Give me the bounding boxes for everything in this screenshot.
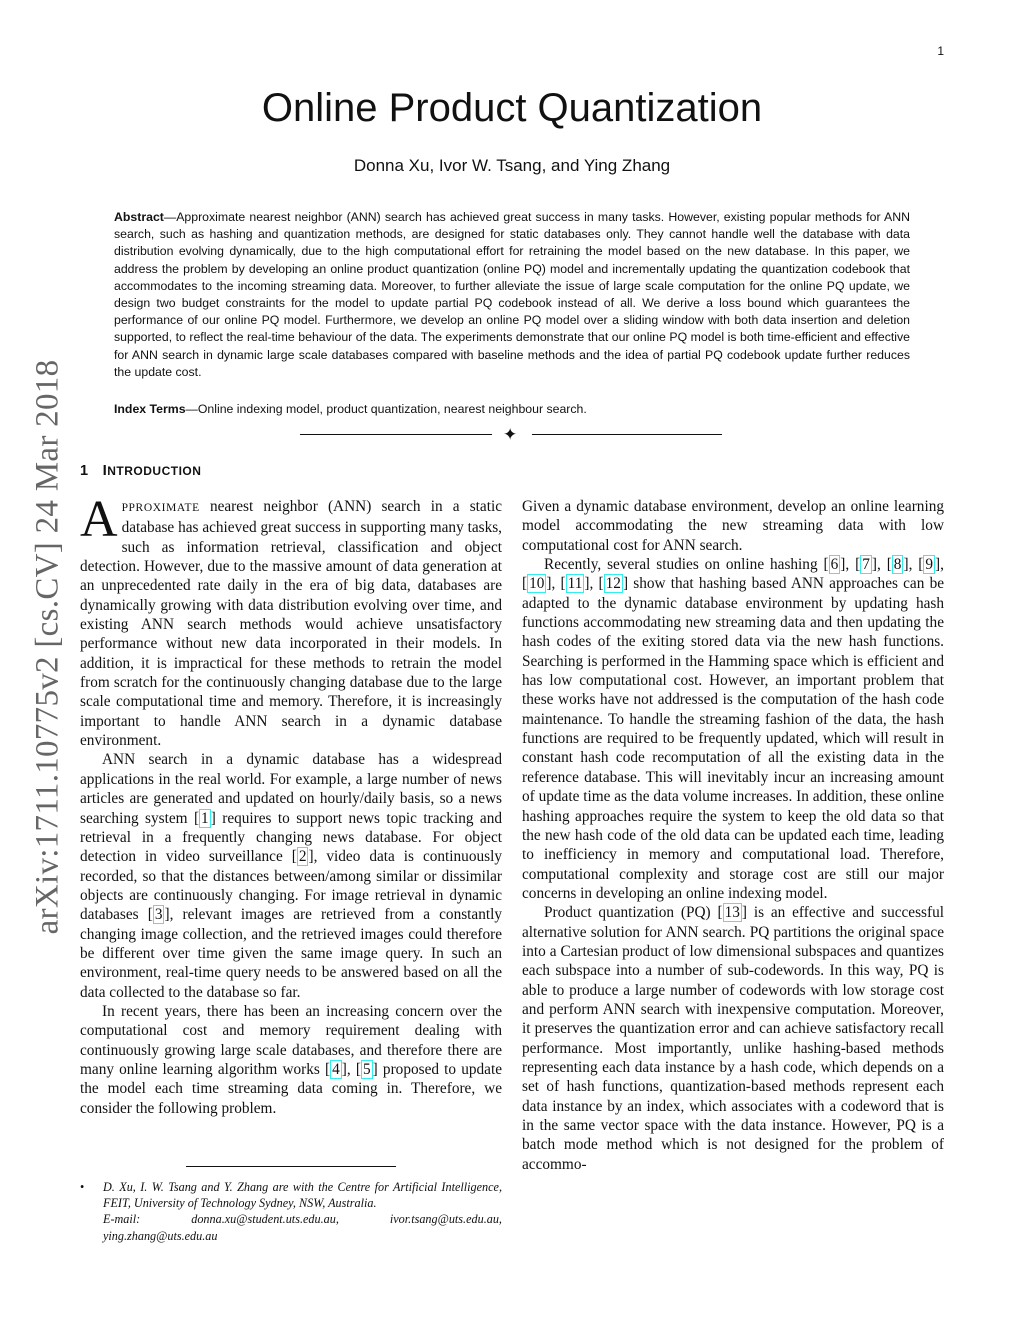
- separator: ,: [940, 556, 944, 574]
- paragraph-text: requires to support news topic tracking and retrieval in a frequently changing news database. For object detection in video surveillance: [80, 809, 502, 866]
- section-heading: [80, 462, 201, 479]
- paragraph: In recent years, there has been an increasing concern over the computational cost and memory requirement dealing with continuously growing large scale databases, and therefore there are many online learning algorithm works [ 4 ], [ 5 ] proposed to update the model each time streaming data coming in. Therefore, we consider the following problem.: [80, 1002, 503, 1117]
- section-title-rest: NTRODUCTION: [107, 464, 202, 478]
- footnote-email: ying.zhang@uts.edu.au: [103, 1228, 218, 1243]
- paragraph: ANN search in a dynamic database has a widespread applications in the real world. For example, a large number of news articles are generated and updated on hourly/daily basis, so a news searching system [ 1 ] requires to support news topic tracking and retrieval in a frequently changing news database. For object detection in video surveillance [ 2 ], video data is continuously recorded, so that the distances between/among similar or dissimilar objects are continuously changing. For image retrieval in dynamic databases [ 3 ], relevant images are retrieved from a constantly changing image collection, and the retrieved images could therefore be different over time given the same image query. In such an environment, real-time query needs to be answered based on all the data collected to the database so far.: [80, 751, 503, 1001]
- abstract: [114, 209, 910, 381]
- section-title-initial: I: [102, 462, 108, 479]
- separator: ,: [876, 556, 887, 574]
- citation-link[interactable]: 1: [201, 809, 209, 827]
- section-number: 1: [80, 463, 89, 479]
- paragraph-text: is an effective and successful alternative solution for ANN search. PQ partitions the original space into a Cartesian product of low dimensional subspaces and quantizes each subspace into a number of sub-codewords. In this way, PQ is able to produce a large number of codewords with low storage cost and perform ANN search with inexpensive computation. Moreover, it preserves the quantization error and can achieve satisfactory recall performance. Most importantly, unlike hashing-based methods representing each data instance by a hash code, which depends on a set of hash functions, quantization-based methods represent each data instance by an index, which associates with a codeword that is in the same vector space with the data instance. However, PQ is a batch mode method which is not designed for the problem of accommo-: [522, 904, 944, 1173]
- footnote-text: [103, 1179, 502, 1244]
- index-terms-label: Index Terms: [114, 402, 186, 416]
- citation-link[interactable]: 6: [830, 556, 839, 574]
- left-column: [80, 491, 503, 1118]
- paragraph-text: Product quantization (PQ): [544, 904, 718, 922]
- citation-link[interactable]: 4: [332, 1060, 340, 1078]
- paragraph: Recently, several studies on online hashing [ 6 ], [ 7 ], [ 8 ], [ 9 ], [ 10 ], [ 11 ], [ 12 ] show that hashing based ANN approaches can be adapted to the dynamic database environment by updating hash functions accommodating new streaming data and then updating the hash codes of the exiting stored data via the new hash functions. Searching is performed in the Hamming space which is efficient and has low computational cost. However, an important problem that these works have not addressed is the computation of the hash code maintenance. To handle the streaming fashion of the data, the hash functions are required to be frequently updated, which will result in constant hash code recomputation of all the existing data in the reference database. This will inevitably incur an increasing amount of update time as the data volume increases. In addition, these online hashing approaches require the system to keep the old data so that the new hash code of the old data can be updated each time, leading to inefficiency in memory and computational load. Therefore, computational complexity and storage cost are still our major concerns in developing an online indexing model.: [522, 556, 945, 902]
- paragraph-text: , relevant images are retrieved from a constantly changing image collection, and the retrieved images could therefore be different over time given the same image query. In such an environment, real-time query needs to be answered based on all the data collected to the database so far.: [80, 906, 503, 1001]
- footnote-email-row: [103, 1211, 502, 1227]
- citation-link[interactable]: 10: [529, 575, 545, 593]
- citation-link[interactable]: 8: [893, 556, 902, 574]
- citation-link[interactable]: 3: [154, 906, 163, 924]
- footnote: [80, 1179, 502, 1244]
- paragraph: Given a dynamic database environment, develop an online learning model accommodating the new streaming data with low computational cost for ANN search.: [522, 498, 944, 554]
- citation-link[interactable]: 5: [363, 1060, 371, 1078]
- footnote-bullet: •: [80, 1180, 85, 1194]
- drop-cap: A: [80, 491, 118, 548]
- citation-link[interactable]: 7: [862, 556, 870, 574]
- divider-line-right: [532, 434, 722, 435]
- paragraph-text: Recently, several studies on online hashing: [544, 556, 824, 574]
- section-divider: [300, 426, 724, 444]
- page-number: 1: [937, 44, 944, 58]
- paragraph-text: proposed to update the model each time streaming data coming in. Therefore, we consider the following problem.: [80, 1060, 503, 1117]
- footnote-affiliation: D. Xu, I. W. Tsang and Y. Zhang are with the Centre for Artificial Intelligence, FEIT, University of Technology Sydney, NSW, Australia.: [103, 1180, 502, 1211]
- paragraph-text: ANN search in a dynamic database has a widespread applications in the real world. For example, a large number of news articles are generated and updated on hourly/daily basis, so a news searching system: [80, 751, 502, 827]
- citation-link[interactable]: 13: [724, 904, 740, 922]
- citation-link[interactable]: 2: [298, 848, 307, 866]
- separator: ,: [845, 556, 856, 574]
- citation-link[interactable]: 12: [605, 575, 621, 593]
- separator: ,: [551, 575, 561, 593]
- paragraph-text: nearest neighbor (ANN) search in a static database has achieved great success in supporting many tasks, such as information retrieval, classification and object detection. However, due to the massive amount of data generation at an unprecedented rate daily in the era of big data, databases are dynamically growing with data distribution evolving over time, and existing ANN search methods would achieve unsatisfactory performance without new data incorporated in their models. In addition, it is impractical for these methods to retrain the model from scratch for the continuously changing database due to the large scale computational time and memory. Therefore, it is increasingly important to handle ANN search in a dynamic database environment.: [80, 498, 502, 750]
- footnote-rule: [186, 1166, 396, 1167]
- right-column: [522, 497, 944, 1174]
- paragraph: Product quantization (PQ) [ 13 ] is an effective and successful alternative solution for ANN search. PQ partitions the original space into a Cartesian product of low dimensional subspaces and quantizes each subspace into a number of sub-codewords. In this way, PQ is able to produce a large number of codewords with low storage cost and perform ANN search with inexpensive computation. Moreover, it preserves the quantization error and can achieve satisfactory recall performance. Most importantly, unlike hashing-based methods representing each data instance by a hash code, which depends on a set of hash functions, quantization-based methods represent each data instance by an index, which associates with a codeword that is in the same vector space with the data instance. However, PQ is a batch mode method which is not designed for the problem of accommo-: [522, 904, 944, 1173]
- index-terms-text: —Online indexing model, product quantization, nearest neighbour search.: [185, 402, 587, 416]
- paragraph-text: ,: [346, 1060, 356, 1078]
- paragraph-text: show that hashing based ANN approaches can be adapted to the dynamic database environment by updating hash functions accommodating new streaming data and then updating the hash codes of the exiting stored data via the new hash functions. Searching is performed in the Hamming space which is efficient and has low computational cost. However, an important problem that these works have not addressed is the computation of the hash code maintenance. To handle the streaming fashion of the data, the hash functions are required to be frequently updated, which will result in constant hash code recomputation of all the existing data in the reference database. This will inevitably incur an increasing amount of update time as the data volume increases. In addition, these online hashing approaches require the system to keep the old data so that the new hash code of the old data can be updated each time, leading to inefficiency in memory and computational load. Therefore, computational complexity and storage cost are still our major concerns in developing an online indexing model.: [522, 575, 945, 902]
- abstract-text: —Approximate nearest neighbor (ANN) search has achieved great success in many tasks. However, existing popular methods for ANN search, such as hashing and quantization methods, are designed for static databases only. They cannot handle well the database with data distribution evolving dynamically, due to the high computational effort for retraining the model based on the new database. In this paper, we address the problem by developing an online product quantization (online PQ) model and incrementally updating the quantization codebook that accommodates to the incoming streaming data. Moreover, to further alleviate the issue of large scale computation for the online PQ update, we design two budget constraints for the model to update partial PQ codebook instead of all. We derive a loss bound which guarantees the performance of our online PQ model. Furthermore, we develop an online PQ model over a sliding window with both data insertion and deletion supported, to reflect the real-time behaviour of the data. The experiments demonstrate that our online PQ model is both time-efficient and effective for ANN search in dynamic large scale databases compared with baseline methods and the idea of partial PQ codebook update further reduces the update cost.: [114, 210, 910, 379]
- smallcaps-lead: PPROXIMATE: [121, 502, 200, 514]
- arxiv-identifier: arXiv:1711.10775v2 [cs.CV] 24 Mar 2018: [29, 359, 66, 935]
- index-terms: [114, 401, 910, 418]
- divider-line-left: [300, 434, 492, 435]
- citation-link[interactable]: 11: [567, 575, 583, 593]
- citation-link[interactable]: 9: [925, 556, 934, 574]
- paragraph: [80, 491, 502, 750]
- footnote-email-label: E-mail:: [103, 1212, 141, 1227]
- footnote-email: donna.xu@student.uts.edu.au,: [191, 1212, 339, 1227]
- separator: ,: [908, 556, 919, 574]
- paper-title: Online Product Quantization: [261, 86, 763, 130]
- authors: Donna Xu, Ivor W. Tsang, and Ying Zhang: [353, 156, 671, 175]
- paragraph-text: In recent years, there has been an increasing concern over the computational cost and memory requirement dealing with continuously growing large scale databases, and therefore there are many online learning algorithm works: [80, 1002, 502, 1078]
- divider-diamond-icon: ✦: [503, 425, 518, 445]
- paragraph-text: , video data is continuously recorded, so that the distances between/among similar or dissimilar objects are continuously changing. For image retrieval in dynamic databases: [80, 848, 502, 924]
- separator: ,: [589, 575, 599, 593]
- footnote-email: ivor.tsang@uts.edu.au,: [389, 1212, 502, 1227]
- abstract-label: Abstract: [114, 210, 164, 224]
